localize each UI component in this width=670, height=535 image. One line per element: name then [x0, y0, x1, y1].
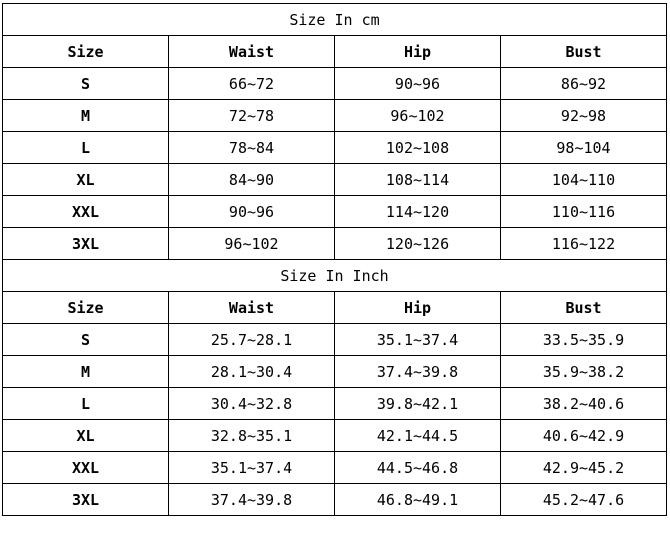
measurement-cell: 35.1~37.4 — [169, 452, 335, 484]
measurement-cell: 114~120 — [335, 196, 501, 228]
table-title: Size In Inch — [3, 260, 667, 292]
measurement-cell: 33.5~35.9 — [501, 324, 667, 356]
measurement-cell: 30.4~32.8 — [169, 388, 335, 420]
table-row — [3, 324, 667, 356]
measurement-cell: 90~96 — [335, 68, 501, 100]
column-header: Bust — [501, 292, 667, 324]
table-row — [3, 100, 667, 132]
table-title: Size In cm — [3, 4, 667, 36]
measurement-cell: 104~110 — [501, 164, 667, 196]
measurement-cell: 35.9~38.2 — [501, 356, 667, 388]
size-label-cell: L — [3, 388, 169, 420]
size-chart-table — [2, 3, 667, 516]
table-row — [3, 420, 667, 452]
measurement-cell: 37.4~39.8 — [335, 356, 501, 388]
size-label-cell: XXL — [3, 452, 169, 484]
column-header: Bust — [501, 36, 667, 68]
size-label-cell: XXL — [3, 196, 169, 228]
header-row — [3, 36, 667, 68]
table-row — [3, 388, 667, 420]
measurement-cell: 32.8~35.1 — [169, 420, 335, 452]
size-label-cell: 3XL — [3, 228, 169, 260]
measurement-cell: 42.9~45.2 — [501, 452, 667, 484]
measurement-cell: 96~102 — [335, 100, 501, 132]
measurement-cell: 38.2~40.6 — [501, 388, 667, 420]
table-row — [3, 68, 667, 100]
measurement-cell: 90~96 — [169, 196, 335, 228]
measurement-cell: 116~122 — [501, 228, 667, 260]
measurement-cell: 98~104 — [501, 132, 667, 164]
size-chart — [2, 3, 666, 516]
size-label-cell: XL — [3, 164, 169, 196]
column-header: Waist — [169, 36, 335, 68]
measurement-cell: 46.8~49.1 — [335, 484, 501, 516]
measurement-cell: 96~102 — [169, 228, 335, 260]
size-label-cell: S — [3, 324, 169, 356]
measurement-cell: 44.5~46.8 — [335, 452, 501, 484]
measurement-cell: 35.1~37.4 — [335, 324, 501, 356]
column-header: Size — [3, 292, 169, 324]
measurement-cell: 42.1~44.5 — [335, 420, 501, 452]
table-title-row — [3, 260, 667, 292]
measurement-cell: 110~116 — [501, 196, 667, 228]
measurement-cell: 86~92 — [501, 68, 667, 100]
table-row — [3, 196, 667, 228]
size-label-cell: 3XL — [3, 484, 169, 516]
table-row — [3, 132, 667, 164]
table-row — [3, 356, 667, 388]
table-row — [3, 164, 667, 196]
measurement-cell: 120~126 — [335, 228, 501, 260]
size-chart-body — [3, 4, 667, 516]
column-header: Hip — [335, 36, 501, 68]
header-row — [3, 292, 667, 324]
table-row — [3, 228, 667, 260]
size-label-cell: S — [3, 68, 169, 100]
column-header: Hip — [335, 292, 501, 324]
table-row — [3, 452, 667, 484]
measurement-cell: 102~108 — [335, 132, 501, 164]
measurement-cell: 92~98 — [501, 100, 667, 132]
measurement-cell: 39.8~42.1 — [335, 388, 501, 420]
size-label-cell: XL — [3, 420, 169, 452]
size-label-cell: L — [3, 132, 169, 164]
column-header: Waist — [169, 292, 335, 324]
table-row — [3, 484, 667, 516]
measurement-cell: 40.6~42.9 — [501, 420, 667, 452]
table-title-row — [3, 4, 667, 36]
measurement-cell: 37.4~39.8 — [169, 484, 335, 516]
measurement-cell: 45.2~47.6 — [501, 484, 667, 516]
measurement-cell: 84~90 — [169, 164, 335, 196]
column-header: Size — [3, 36, 169, 68]
size-label-cell: M — [3, 356, 169, 388]
measurement-cell: 72~78 — [169, 100, 335, 132]
measurement-cell: 25.7~28.1 — [169, 324, 335, 356]
measurement-cell: 66~72 — [169, 68, 335, 100]
measurement-cell: 78~84 — [169, 132, 335, 164]
measurement-cell: 108~114 — [335, 164, 501, 196]
size-label-cell: M — [3, 100, 169, 132]
measurement-cell: 28.1~30.4 — [169, 356, 335, 388]
